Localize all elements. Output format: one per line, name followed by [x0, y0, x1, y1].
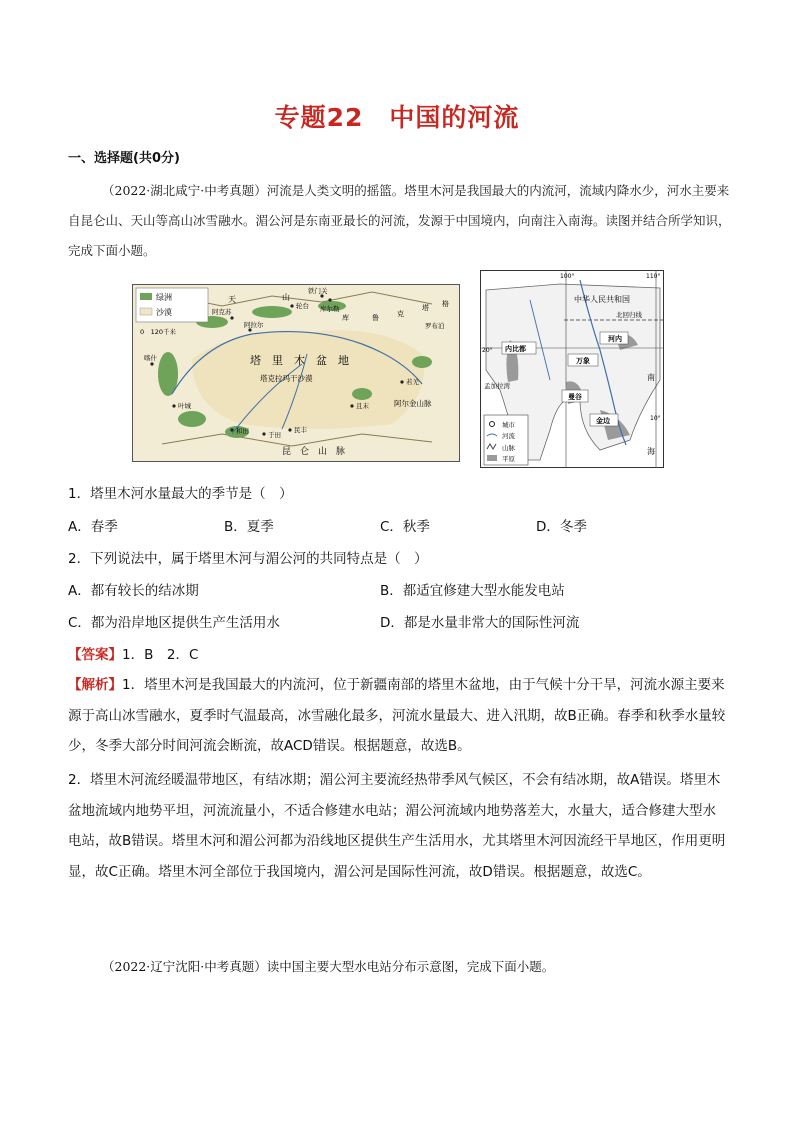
q1-option-a[interactable]: A．春季 [68, 519, 118, 535]
legend-mountain: 山脉 [502, 444, 515, 452]
q2-option-b[interactable]: B．都适宜修建大型水能发电站 [380, 583, 565, 599]
analysis-text-1: 1．塔里木河是我国最大的内流河，位于新疆南部的塔里木盆地，由于气候十分干旱，河流水源主要来源于高山冰雪融水，夏季时气温最高，冰雪融化最多，河流水量最大、进入汛期，故B正确。春季和秋季水量较少，冬季大部分时间河流会断流，故ACD错误。根据题意，故选B。 [68, 677, 726, 754]
degree-20: 20° [482, 347, 493, 354]
q1-option-d[interactable]: D．冬季 [536, 519, 587, 535]
q1-option-b[interactable]: B．夏季 [224, 519, 274, 535]
answer-tag: 【答案】 [68, 647, 122, 663]
answer-text: 1．B 2．C [122, 647, 199, 663]
desert-legend-swatch [140, 308, 152, 315]
kunlun-label: 昆 仑 山 脉 [282, 447, 346, 457]
q1-option-c[interactable]: C．秋季 [380, 519, 430, 535]
city-tiemenguan: 铁门关 [308, 287, 328, 295]
legend-city: 城市 [502, 421, 515, 429]
city-aral: 阿拉尔 [244, 321, 264, 329]
city-korla: 库尔勒 [320, 305, 340, 313]
scale-label: 0 120千米 [140, 328, 177, 336]
section-heading: 一、选择题(共0分) [68, 151, 180, 166]
legend-river: 河流 [502, 432, 515, 440]
legend-oasis: 绿洲 [156, 293, 172, 302]
analysis-paragraph-1 [68, 670, 728, 762]
city-ruoqiang: 若羌 [406, 378, 419, 386]
south-sea-label-2: 海 [647, 447, 655, 456]
map-label-tian: 天 [228, 295, 236, 304]
country-label: 中华人民共和国 [574, 295, 630, 304]
q2-option-d[interactable]: D．都是水量非常大的国际性河流 [380, 615, 580, 631]
oasis-legend-swatch [140, 293, 152, 300]
analysis-tag: 【解析】 [68, 677, 122, 693]
question-2-stem: 2．下列说法中，属于塔里木河与湄公河的共同特点是（ ） [68, 551, 428, 567]
degree-10: 10° [650, 415, 661, 422]
city-bangkok: 曼谷 [568, 393, 582, 401]
legend-plain: 平原 [502, 455, 515, 463]
city-hotan: 和田 [236, 427, 249, 435]
map-label-lu: 鲁 [372, 314, 379, 322]
city-hanoi: 河内 [608, 335, 622, 343]
city-luntai: 轮台 [296, 302, 309, 310]
lop-nur-label: 罗布泊 [425, 322, 445, 330]
degree-110-top: 110° [646, 273, 661, 280]
city-vientiane: 万象 [576, 357, 590, 365]
map-label-ku: 库 [342, 314, 349, 322]
map-label-ge: 格 [442, 300, 449, 308]
bay-label: 孟加拉湾 [484, 382, 510, 390]
map-label-ke: 克 [397, 310, 404, 318]
city-naypyidaw: 内比都 [505, 345, 526, 353]
south-sea-label-1: 南 [647, 373, 655, 382]
city-minfeng: 民丰 [294, 426, 307, 434]
q2-option-c[interactable]: C．都为沿岸地区提供生产生活用水 [68, 615, 280, 631]
desert-label: 塔克拉玛干沙漠 [260, 374, 313, 383]
city-yecheng: 叶城 [178, 402, 191, 410]
page-title: 专题22 中国的河流 [274, 103, 520, 132]
degree-100-top: 100° [560, 273, 575, 280]
city-phnom-penh: 金边 [596, 417, 610, 425]
answer-line [68, 643, 198, 663]
city-kashgar: 喀什 [144, 354, 157, 362]
tropic-label: 北回归线 [616, 311, 642, 319]
city-yutian: 于田 [268, 431, 281, 439]
map-label-shan: 山 [282, 293, 290, 302]
mekong-map [480, 270, 664, 468]
map-label-ta: 塔 [422, 304, 429, 312]
question-1-stem: 1．塔里木河水量最大的季节是（ ） [68, 486, 293, 502]
altun-label: 阿尔金山脉 [394, 399, 432, 408]
city-aksu: 阿克苏 [212, 308, 232, 316]
city-qiemo: 且末 [356, 402, 369, 410]
legend-desert: 沙漠 [156, 308, 172, 317]
tarim-basin-map [132, 284, 460, 462]
basin-label: 塔 里 木 盆 地 [250, 354, 349, 367]
q2-option-a[interactable]: A．都有较长的结冰期 [68, 583, 199, 599]
analysis-paragraph-2: 2．塔里木河流经暖温带地区，有结冰期；湄公河主要流经热带季风气候区，不会有结冰期，故A错误。塔里木盆地流域内地势平坦，河流流量小，不适合修建水电站；湄公河流域内地势落差大，水量大，适合修建大型水电站，故B错误。塔里木河和湄公河都为沿线地区提供生产生活用水，尤其塔里木河因流经干旱地区，作用更明显，故C正确。塔里木河全部位于我国境内，湄公河是国际性河流，故D错误。根据题意，故选C。 [68, 772, 726, 880]
question-intro: （2022·湖北咸宁·中考真题）河流是人类文明的摇篮。塔里木河是我国最大的内流河，流域内降水少，河水主要来自昆仑山、天山等高山冰雪融水。湄公河是东南亚最长的河流，发源于中国境内，向南注入南海。读图并结合所学知识，完成下面小题。 [68, 183, 731, 258]
question-intro-2: （2022·辽宁沈阳·中考真题）读中国主要大型水电站分布示意图，完成下面小题。 [102, 959, 555, 974]
